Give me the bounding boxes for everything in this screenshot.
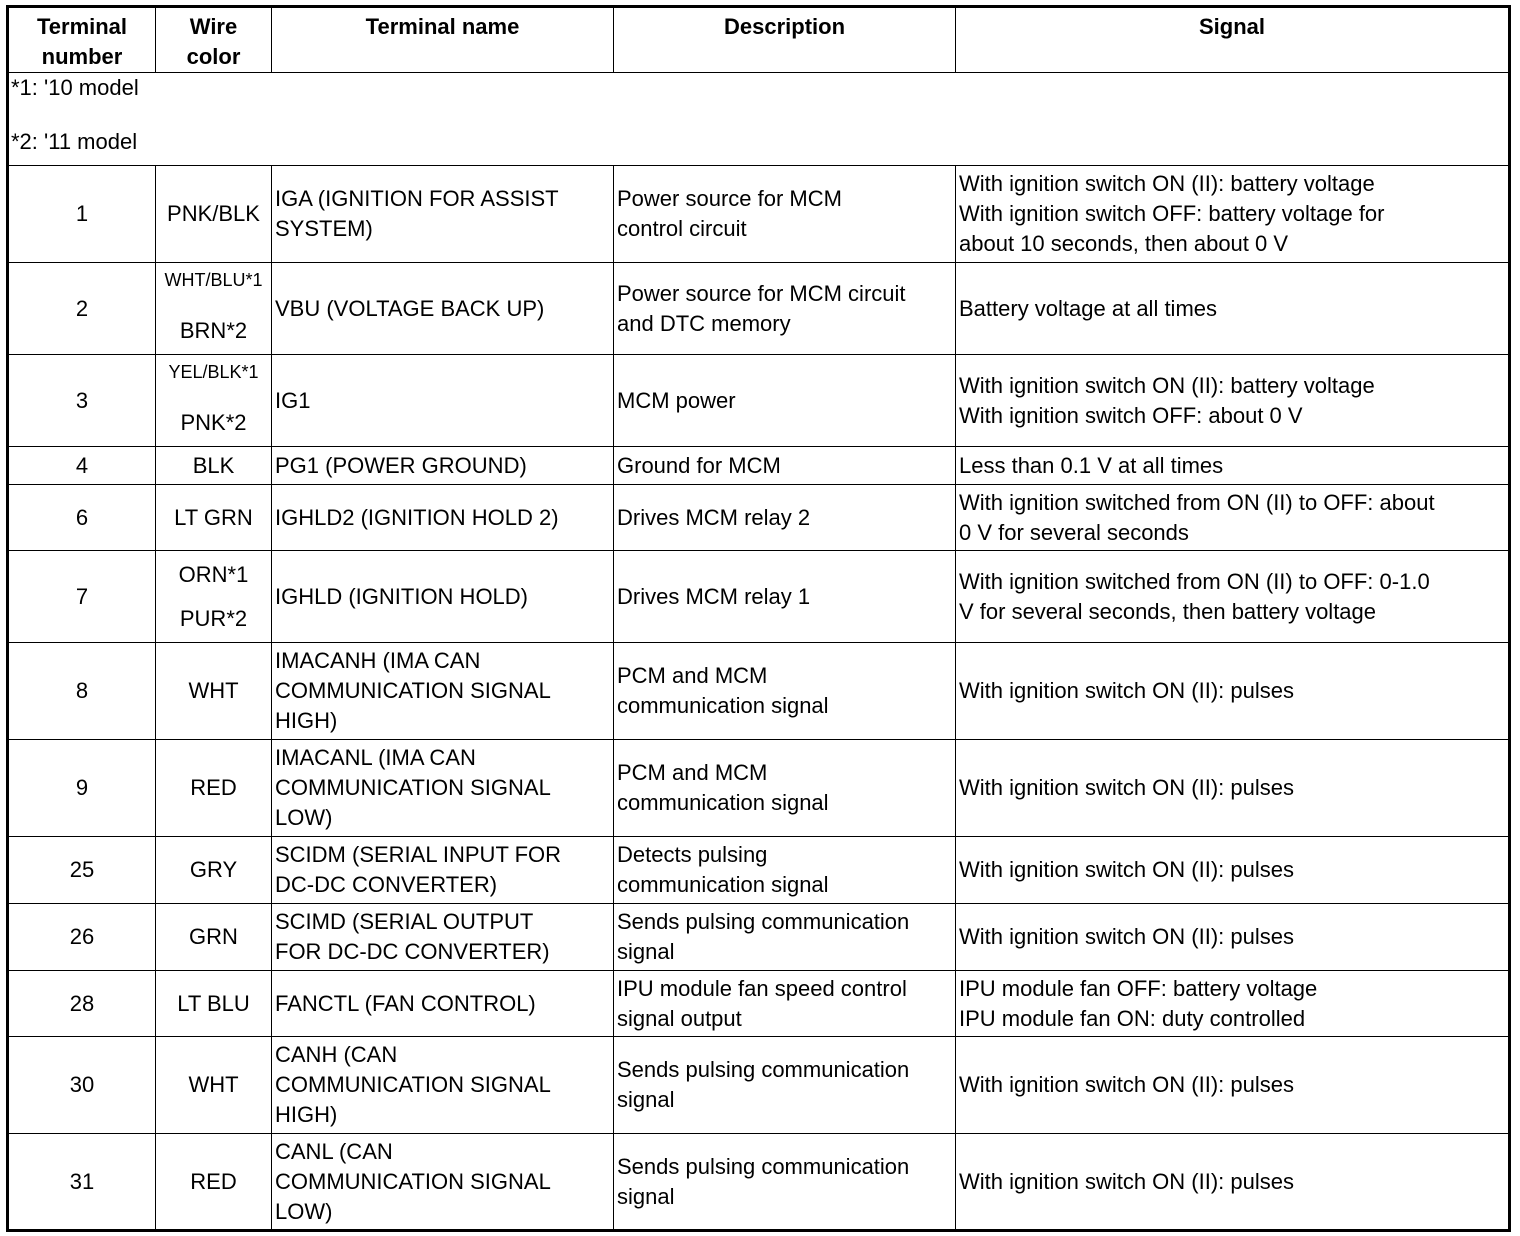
terminal-name-line: LOW): [275, 1198, 333, 1224]
wire-color-cell: [156, 263, 272, 355]
wire-color-cell: LT BLU: [156, 971, 272, 1037]
description-line: PCM and MCM: [617, 760, 768, 785]
terminal-name-line: HIGH): [275, 1102, 338, 1127]
terminal-name-line: COMMUNICATION SIGNAL: [275, 775, 551, 800]
description-cell: [614, 1037, 956, 1134]
signal-line: With ignition switch ON (II): battery voltage: [959, 171, 1375, 196]
terminal-number-cell: 6: [8, 485, 156, 551]
description-line: Detects pulsing: [617, 842, 768, 867]
note-model-2011: *2: '11 model: [11, 129, 138, 154]
wire-color-cell: BLK: [156, 447, 272, 485]
description-line: Power source for MCM: [617, 186, 842, 211]
signal-cell: [956, 551, 1510, 643]
description-cell: [614, 643, 956, 740]
description-cell: [614, 447, 956, 485]
terminal-name-line: SCIDM (SERIAL INPUT FOR: [275, 842, 562, 867]
description-line: Sends pulsing communication: [617, 909, 910, 934]
wire-color-cell: [156, 551, 272, 643]
terminal-name-line: IGA (IGNITION FOR ASSIST: [275, 186, 559, 211]
terminal-name-line: COMMUNICATION SIGNAL: [275, 1072, 551, 1097]
terminal-name-line: IMACANL (IMA CAN: [275, 745, 476, 770]
terminal-number-cell: 31: [8, 1134, 156, 1231]
description-line: signal output: [617, 1005, 742, 1031]
terminal-number-cell: 26: [8, 904, 156, 971]
description-line: signal: [617, 939, 675, 964]
terminal-name-cell: [272, 740, 614, 837]
terminal-name-cell: [272, 904, 614, 971]
terminal-name-line: VBU (VOLTAGE BACK UP): [275, 295, 545, 321]
terminal-name-line: FANCTL (FAN CONTROL): [275, 990, 536, 1016]
header-wire-color: Wire color: [156, 7, 272, 73]
signal-line: With ignition switch ON (II): pulses: [959, 1168, 1294, 1194]
terminal-number-cell: 1: [8, 166, 156, 263]
note-model-2010: *1: '10 model: [11, 75, 139, 100]
signal-line: With ignition switched from ON (II) to OFF: 0-1.0: [959, 568, 1430, 594]
terminal-name-line: PG1 (POWER GROUND): [275, 452, 527, 478]
model-notes: [8, 73, 1510, 166]
signal-line: about 10 seconds, then about 0 V: [959, 231, 1289, 256]
signal-line: With ignition switch OFF: about 0 V: [959, 402, 1303, 428]
wire-color-variants: [158, 560, 269, 634]
signal-line: Battery voltage at all times: [959, 295, 1218, 321]
terminal-table-wrapper: [6, 5, 1511, 1232]
terminal-name-line: COMMUNICATION SIGNAL: [275, 678, 551, 703]
description-cell: [614, 485, 956, 551]
header-terminal-name: Terminal name: [272, 7, 614, 73]
terminal-name-line: SYSTEM): [275, 216, 373, 241]
terminal-number-cell: 8: [8, 643, 156, 740]
description-line: IPU module fan speed control: [617, 975, 907, 1001]
description-line: Sends pulsing communication: [617, 1153, 910, 1179]
signal-cell: [956, 166, 1510, 263]
table-row: [8, 837, 1510, 904]
signal-line: 0 V for several seconds: [959, 519, 1189, 545]
terminal-number-cell: 2: [8, 263, 156, 355]
terminal-name-line: SCIMD (SERIAL OUTPUT: [275, 909, 534, 934]
terminal-number-cell: 3: [8, 355, 156, 447]
wire-color-variant: PNK*2: [180, 409, 247, 435]
table-row: [8, 355, 1510, 447]
terminal-number-cell: 25: [8, 837, 156, 904]
wire-color-cell: PNK/BLK: [156, 166, 272, 263]
description-line: Drives MCM relay 2: [617, 504, 811, 530]
signal-cell: [956, 643, 1510, 740]
description-line: signal: [617, 1183, 675, 1209]
terminal-name-line: LOW): [275, 805, 333, 830]
signal-cell: [956, 263, 1510, 355]
terminal-name-cell: [272, 1037, 614, 1134]
signal-line: With ignition switch ON (II): battery voltage: [959, 372, 1375, 398]
header-description: Description: [614, 7, 956, 73]
terminal-name-line: IG1: [275, 387, 311, 413]
terminal-name-line: HIGH): [275, 708, 338, 733]
table-row: [8, 971, 1510, 1037]
signal-cell: [956, 355, 1510, 447]
description-line: communication signal: [617, 790, 829, 815]
table-row: [8, 263, 1510, 355]
wire-color-variant: PUR*2: [179, 605, 248, 631]
wire-color-cell: GRY: [156, 837, 272, 904]
terminal-name-cell: [272, 263, 614, 355]
signal-cell: [956, 971, 1510, 1037]
signal-line: With ignition switched from ON (II) to OFF: about: [959, 489, 1435, 515]
terminal-name-cell: [272, 643, 614, 740]
terminal-name-cell: [272, 355, 614, 447]
terminal-name-line: CANH (CAN: [275, 1042, 398, 1067]
table-row: [8, 166, 1510, 263]
description-line: communication signal: [617, 872, 829, 897]
terminal-name-line: FOR DC-DC CONVERTER): [275, 939, 550, 964]
wire-color-cell: LT GRN: [156, 485, 272, 551]
notes-row: [8, 73, 1510, 166]
description-line: communication signal: [617, 693, 829, 718]
terminal-number-cell: 28: [8, 971, 156, 1037]
description-line: control circuit: [617, 216, 747, 241]
header-row: [8, 7, 1510, 73]
description-line: Power source for MCM circuit: [617, 280, 906, 306]
terminal-name-line: CANL (CAN: [275, 1138, 393, 1164]
signal-line: With ignition switch ON (II): pulses: [959, 857, 1294, 882]
description-line: signal: [617, 1087, 675, 1112]
table-row: [8, 485, 1510, 551]
description-cell: [614, 904, 956, 971]
description-cell: [614, 355, 956, 447]
signal-cell: [956, 904, 1510, 971]
description-cell: [614, 837, 956, 904]
signal-cell: [956, 447, 1510, 485]
description-line: MCM power: [617, 387, 736, 413]
terminal-number-cell: 7: [8, 551, 156, 643]
signal-line: IPU module fan ON: duty controlled: [959, 1005, 1306, 1031]
table-row: [8, 904, 1510, 971]
terminal-name-cell: [272, 447, 614, 485]
wire-color-variant: ORN*1: [178, 561, 249, 587]
description-cell: [614, 971, 956, 1037]
wire-color-cell: [156, 355, 272, 447]
signal-cell: [956, 1134, 1510, 1231]
signal-line: With ignition switch ON (II): pulses: [959, 678, 1294, 703]
description-line: PCM and MCM: [617, 663, 768, 688]
table-row: [8, 1134, 1510, 1231]
signal-line: IPU module fan OFF: battery voltage: [959, 975, 1318, 1001]
table-row: [8, 643, 1510, 740]
header-signal: Signal: [956, 7, 1510, 73]
description-cell: [614, 740, 956, 837]
signal-line: V for several seconds, then battery voltage: [959, 598, 1377, 624]
table-row: [8, 740, 1510, 837]
terminal-name-cell: [272, 551, 614, 643]
terminal-name-cell: [272, 1134, 614, 1231]
signal-cell: [956, 740, 1510, 837]
signal-cell: [956, 1037, 1510, 1134]
signal-cell: [956, 837, 1510, 904]
wire-color-variant: WHT/BLU*1: [164, 269, 263, 290]
description-line: Ground for MCM: [617, 452, 781, 478]
description-line: Drives MCM relay 1: [617, 583, 811, 609]
description-line: and DTC memory: [617, 310, 791, 336]
wire-color-cell: WHT: [156, 1037, 272, 1134]
terminal-name-line: IGHLD (IGNITION HOLD): [275, 583, 529, 609]
wire-color-variants: [158, 269, 269, 346]
wire-color-variants: [158, 361, 269, 438]
terminal-table: [6, 5, 1511, 1232]
description-cell: [614, 166, 956, 263]
terminal-name-line: IMACANH (IMA CAN: [275, 648, 481, 673]
terminal-name-cell: [272, 971, 614, 1037]
terminal-name-cell: [272, 837, 614, 904]
wire-color-cell: RED: [156, 1134, 272, 1231]
signal-line: Less than 0.1 V at all times: [959, 452, 1224, 478]
terminal-name-line: IGHLD2 (IGNITION HOLD 2): [275, 504, 559, 530]
table-row: [8, 1037, 1510, 1134]
wire-color-cell: GRN: [156, 904, 272, 971]
wire-color-cell: RED: [156, 740, 272, 837]
terminal-number-cell: 30: [8, 1037, 156, 1134]
description-cell: [614, 1134, 956, 1231]
signal-cell: [956, 485, 1510, 551]
wire-color-variant: YEL/BLK*1: [168, 361, 259, 382]
description-cell: [614, 551, 956, 643]
terminal-name-line: COMMUNICATION SIGNAL: [275, 1168, 551, 1194]
terminal-name-cell: [272, 485, 614, 551]
terminal-name-cell: [272, 166, 614, 263]
wire-color-cell: WHT: [156, 643, 272, 740]
wire-color-variant: BRN*2: [179, 317, 248, 343]
description-line: Sends pulsing communication: [617, 1057, 910, 1082]
table-row: [8, 551, 1510, 643]
terminal-name-line: DC-DC CONVERTER): [275, 872, 498, 897]
terminal-number-cell: 4: [8, 447, 156, 485]
signal-line: With ignition switch ON (II): pulses: [959, 1072, 1294, 1097]
table-row: [8, 447, 1510, 485]
description-cell: [614, 263, 956, 355]
signal-line: With ignition switch ON (II): pulses: [959, 775, 1294, 800]
header-terminal-number: Terminal number: [8, 7, 156, 73]
signal-line: With ignition switch OFF: battery voltage for: [959, 201, 1385, 226]
signal-line: With ignition switch ON (II): pulses: [959, 924, 1294, 949]
terminal-number-cell: 9: [8, 740, 156, 837]
